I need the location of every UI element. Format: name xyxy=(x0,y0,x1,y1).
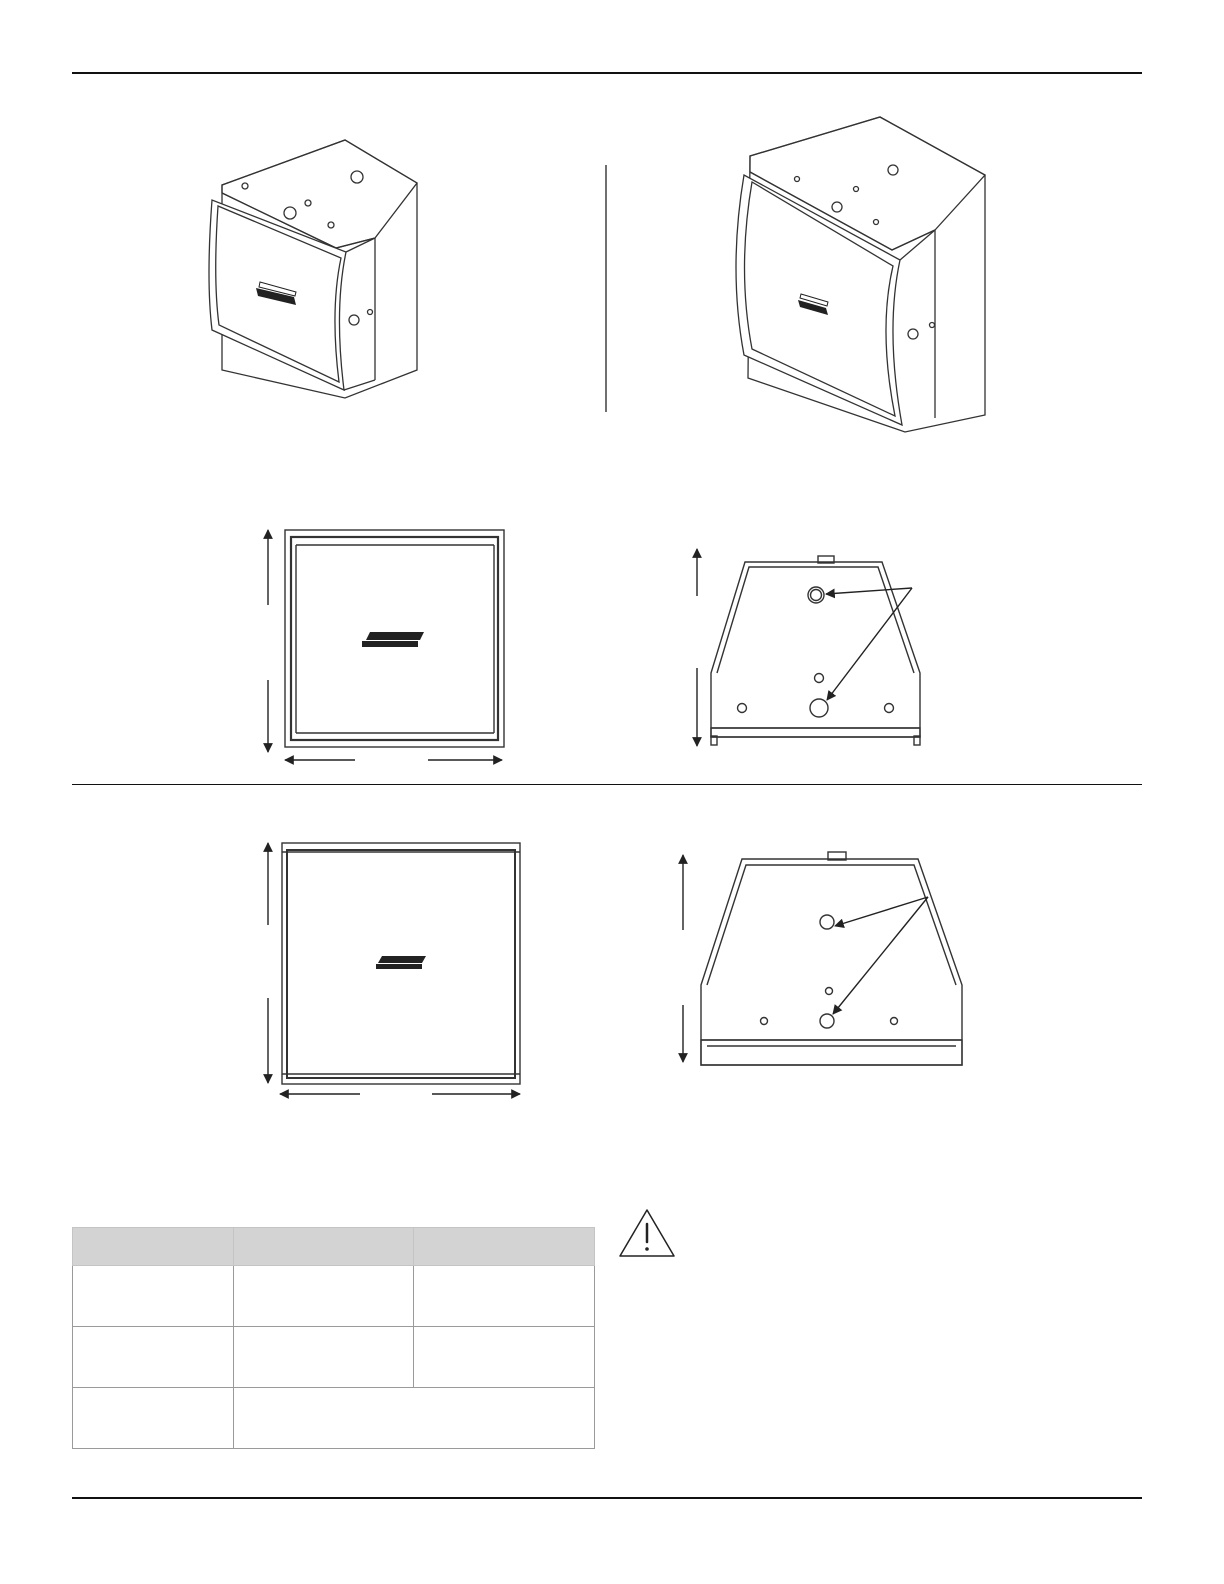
table-cell xyxy=(234,1327,414,1388)
table-row xyxy=(73,1388,595,1449)
side-view-small xyxy=(697,549,920,746)
front-view-small xyxy=(268,530,504,760)
table-header-cell xyxy=(414,1228,595,1266)
table-header-cell xyxy=(234,1228,414,1266)
side-view-large xyxy=(683,852,962,1065)
table-row xyxy=(73,1327,595,1388)
table-cell xyxy=(414,1266,595,1327)
table-cell xyxy=(73,1327,234,1388)
bose-logo-icon xyxy=(362,632,424,647)
spec-table xyxy=(72,1227,595,1449)
warning-triangle-icon xyxy=(617,1207,677,1259)
table-header-row xyxy=(73,1228,595,1266)
bose-logo-icon xyxy=(376,956,426,969)
table-row xyxy=(73,1266,595,1327)
isometric-view-large xyxy=(736,117,985,432)
table-cell xyxy=(414,1327,595,1388)
front-view-large xyxy=(268,843,520,1094)
table-header-cell xyxy=(73,1228,234,1266)
isometric-view-small xyxy=(209,140,417,398)
table-cell xyxy=(234,1266,414,1327)
table-cell xyxy=(234,1388,595,1449)
table-cell xyxy=(73,1388,234,1449)
table-cell xyxy=(73,1266,234,1327)
